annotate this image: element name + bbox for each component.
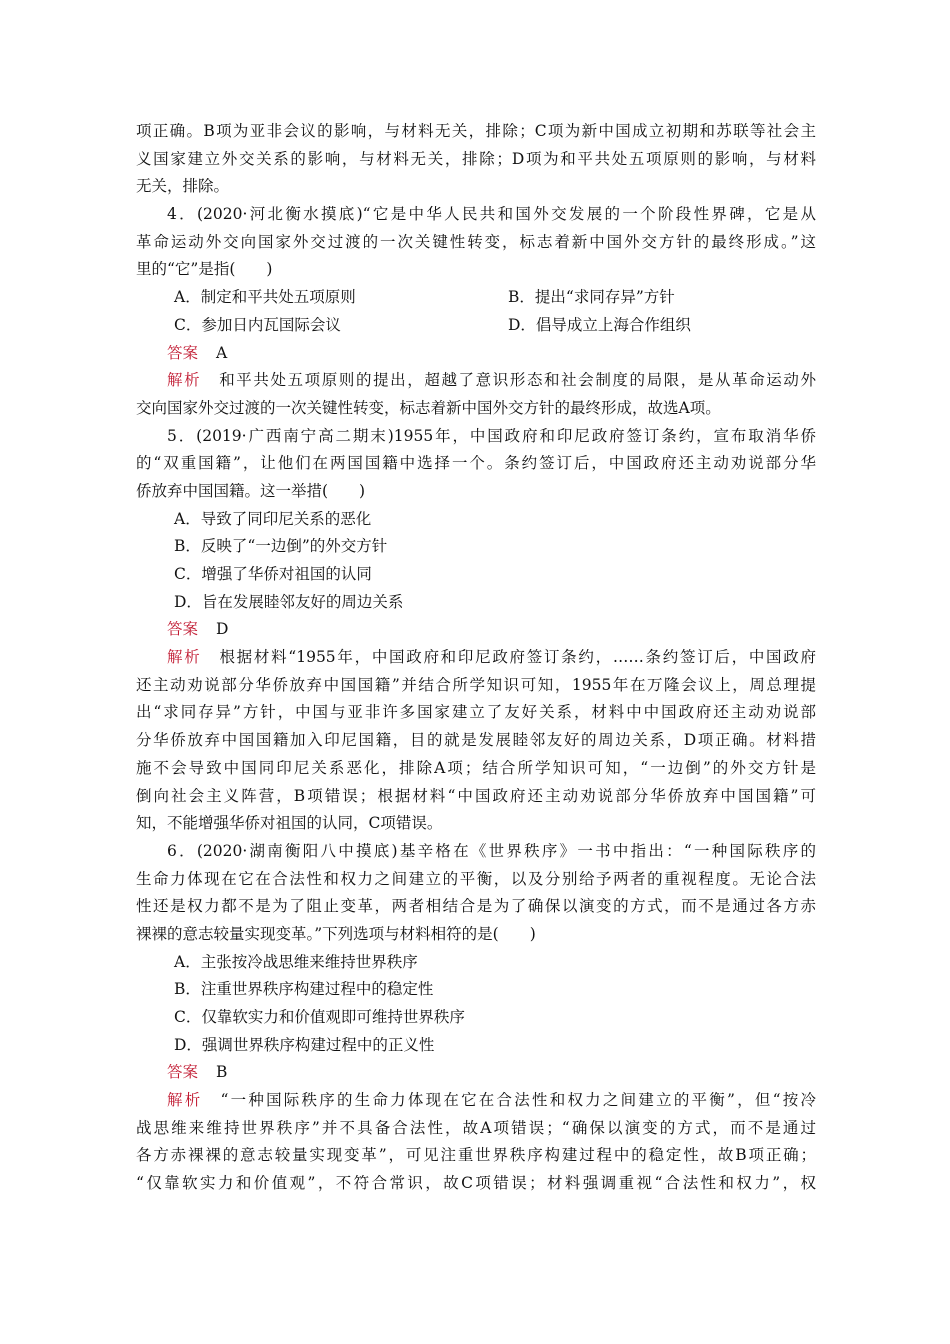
answer-label: 答案 (167, 1063, 199, 1082)
q6-stem-line: 性还是权力都不是为了阻止变革，两者相结合是为了确保以演变的方式，而不是通过各方赤 (136, 897, 816, 916)
question-5 (136, 423, 816, 838)
answer-label: 答案 (167, 620, 199, 639)
q5-explanation-line: 施不会导致中国同印尼关系恶化，排除A项；结合所学知识可知，“一边倒”的外交方针是 (136, 758, 816, 777)
q4-options-row (136, 284, 816, 312)
q5-answer (136, 616, 816, 644)
explanation-label: 解析 (167, 1091, 203, 1110)
q5-explanation-line (136, 644, 816, 672)
q4-stem-line: 4．(2020·河北衡水摸底)“它是中华人民共和国外交发展的一个阶段性界碑，它是从 (167, 205, 816, 224)
q3-explanation (136, 118, 816, 201)
q3-explanation-line: 无关，排除。 (136, 177, 230, 196)
q5-explanation-line: 倒向社会主义阵营，B项错误；根据材料“中国政府还主动劝说部分华侨放弃中国国籍”可 (136, 786, 816, 805)
q6-option-d: D．强调世界秩序构建过程中的正义性 (174, 1035, 435, 1054)
q5-stem-line: 侨放弃中国国籍。这一举措( ) (136, 481, 366, 500)
q3-explanation-line: 义国家建立外交关系的影响，与材料无关，排除；D项为和平共处五项原则的影响，与材料 (136, 149, 816, 168)
question-6 (136, 838, 816, 1198)
q5-option-a: A．导致了同印尼关系的恶化 (174, 509, 372, 528)
q5-stem-line: 的“双重国籍”，让他们在两国国籍中选择一个。条约签订后，中国政府还主动劝说部分华 (136, 454, 816, 473)
q5-option-d: D．旨在发展睦邻友好的周边关系 (174, 592, 404, 611)
q6-stem-line: 6．(2020·湖南衡阳八中摸底)基辛格在《世界秩序》一书中指出：“一种国际秩序的 (167, 841, 816, 860)
q5-stem-line: 5．(2019·广西南宁高二期末)1955年，中国政府和印尼政府签订条约，宣布取消华侨 (167, 426, 816, 445)
q4-options-row (136, 312, 816, 340)
q4-explanation-line (136, 367, 816, 395)
q4-stem-line: 革命运动外交向国家外交过渡的一次关键性转变，标志着新中国外交方针的最终形成。”这 (136, 232, 816, 251)
q4-option-a: A．制定和平共处五项原则 (174, 288, 356, 307)
q6-explanation-line: 各方赤裸裸的意志较量实现变革”，可见注重世界秩序构建过程中的稳定性，故B项正确； (136, 1146, 816, 1165)
document-body (136, 118, 816, 1198)
q6-explanation-text: “一种国际秩序的生命力体现在它在合法性和权力之间建立的平衡”，但“按冷 (220, 1091, 816, 1110)
q4-option-c: C．参加日内瓦国际会议 (174, 315, 341, 334)
answer-value: A (216, 343, 228, 362)
q5-explanation-line: 分华侨放弃中国国籍加入印尼国籍，目的就是发展睦邻友好的周边关系，D项正确。材料措 (136, 731, 816, 750)
q5-option-c: C．增强了华侨对祖国的认同 (174, 565, 372, 583)
q4-option-b: B．提出“求同存异”方针 (508, 288, 675, 307)
q4-answer (136, 340, 816, 368)
explanation-label: 解析 (167, 648, 202, 667)
question-4 (136, 201, 816, 423)
q6-option-a: A．主张按冷战思维来维持世界秩序 (174, 952, 418, 971)
q3-explanation-line: 项正确。B项为亚非会议的影响，与材料无关，排除；C项为新中国成立初期和苏联等社会主 (136, 122, 816, 140)
q6-stem-line: 生命力体现在它在合法性和权力之间建立的平衡，以及分别给予两者的重视程度。无论合法 (136, 869, 816, 888)
q6-answer (136, 1059, 816, 1087)
q5-option-b: B．反映了“一边倒”的外交方针 (174, 537, 388, 556)
q4-explanation-text: 和平共处五项原则的提出，超越了意识形态和社会制度的局限，是从革命运动外 (219, 371, 816, 390)
answer-value: D (216, 620, 229, 639)
q6-stem-line: 裸裸的意志较量实现变革。”下列选项与材料相符的是( ) (136, 924, 536, 943)
q6-explanation-line: “仅靠软实力和价值观”，不符合常识，故C项错误；材料强调重视“合法性和权力”，权 (136, 1174, 816, 1193)
q5-explanation-text: 根据材料“1955年，中国政府和印尼政府签订条约，……条约签订后，中国政府 (219, 648, 816, 667)
q6-option-b: B．注重世界秩序构建过程中的稳定性 (174, 980, 434, 999)
q6-explanation-line: 战思维来维持世界秩序”并不具备合法性，故A项错误；“确保以演变的方式，而不是通过 (136, 1118, 816, 1137)
answer-label: 答案 (167, 343, 199, 362)
explanation-label: 解析 (167, 371, 202, 390)
q4-explanation-line: 交向国家外交过渡的一次关键性转变，标志着新中国外交方针的最终形成，故选A项。 (136, 398, 721, 417)
q6-option-c: C．仅靠软实力和价值观即可维持世界秩序 (174, 1008, 465, 1026)
q6-explanation-line (136, 1087, 816, 1115)
q4-option-d: D．倡导成立上海合作组织 (508, 315, 691, 334)
q5-explanation-line: 还主动劝说部分华侨放弃中国国籍”并结合所学知识可知，1955年在万隆会议上，周总理提 (136, 675, 816, 694)
q5-explanation-line: 出“求同存异”方针，中国与亚非许多国家建立了友好关系，材料中中国政府还主动劝说部 (136, 703, 816, 722)
q4-stem-line: 里的“它”是指( ) (136, 260, 273, 279)
q5-explanation-line: 知，不能增强华侨对祖国的认同，C项错误。 (136, 814, 443, 833)
answer-value: B (216, 1063, 228, 1082)
